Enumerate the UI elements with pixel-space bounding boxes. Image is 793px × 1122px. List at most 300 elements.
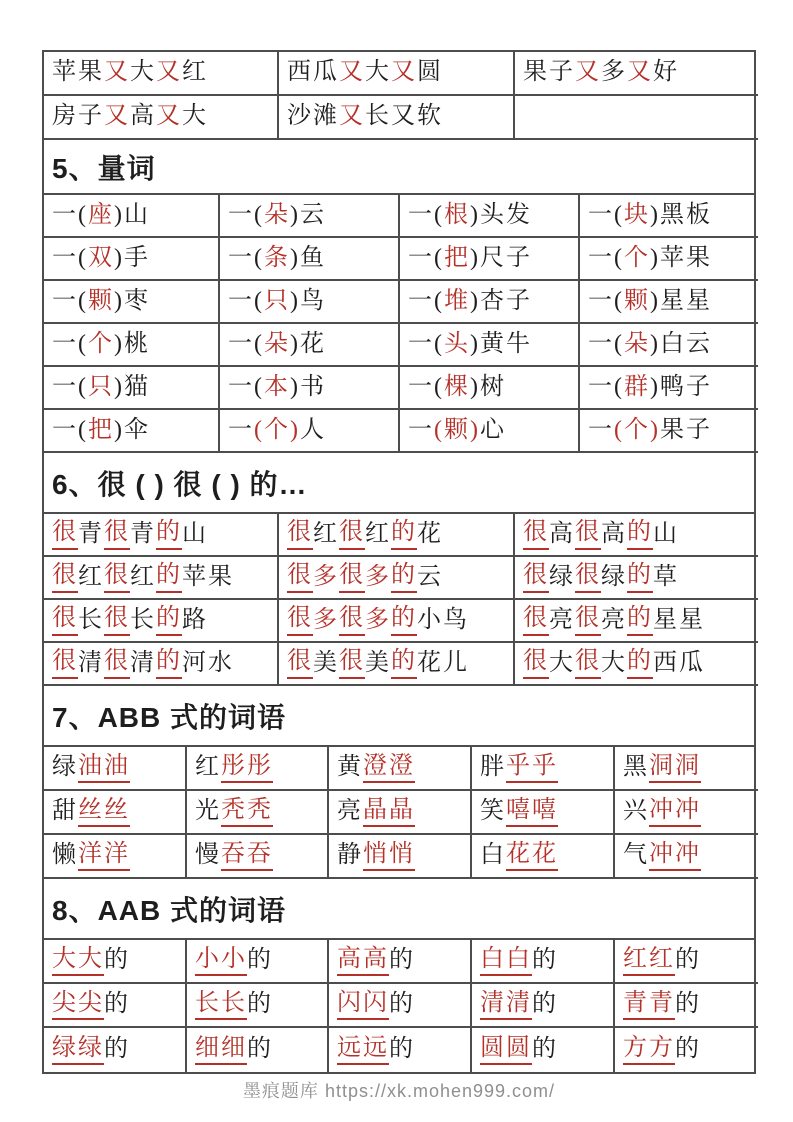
table-row	[44, 324, 754, 367]
table-cell	[329, 747, 472, 791]
black-text: 红	[365, 520, 391, 547]
red-highlight-text: 很	[287, 562, 313, 593]
black-text: 绿	[549, 563, 575, 590]
table-cell	[329, 940, 472, 984]
table-cell	[279, 557, 515, 600]
black-text: 西瓜	[653, 649, 705, 676]
section-7-title: 7、ABB 式的词语	[52, 701, 287, 733]
red-highlight-text: 的	[156, 519, 182, 550]
black-text: 一(	[52, 330, 88, 357]
black-text: 花儿	[417, 649, 469, 676]
red-highlight-text: 很	[287, 605, 313, 636]
red-highlight-text: 把	[444, 244, 470, 271]
black-text: 亮	[549, 606, 575, 633]
black-text: 黑	[623, 754, 649, 781]
black-text: 的	[675, 947, 701, 974]
red-highlight-text: 很	[52, 562, 78, 593]
black-text: 的	[104, 947, 130, 974]
table-cell	[515, 600, 758, 643]
red-highlight-text: 洞洞	[649, 753, 701, 784]
black-text: 美	[313, 649, 339, 676]
red-highlight-text: 朵	[264, 330, 290, 357]
red-highlight-text: 圆圆	[480, 1035, 532, 1066]
red-highlight-text: 尖尖	[52, 990, 104, 1021]
black-text: 一(	[228, 201, 264, 228]
table-row	[44, 1028, 754, 1072]
black-text: 绿	[52, 754, 78, 781]
section-5-title: 5、量词	[52, 152, 156, 184]
table-cell	[220, 195, 400, 238]
black-text: 山	[182, 520, 208, 547]
table-cell	[279, 96, 515, 140]
red-highlight-text: 很	[287, 648, 313, 679]
black-text: 一	[408, 416, 434, 443]
red-highlight-text: 吞吞	[221, 841, 273, 872]
black-text: 绿	[601, 563, 627, 590]
red-highlight-text: 个	[88, 330, 114, 357]
table-cell	[44, 324, 220, 367]
black-text: )树	[470, 373, 506, 400]
red-highlight-text: 又	[575, 59, 601, 86]
table-cell	[580, 324, 758, 367]
black-text: )枣	[114, 287, 150, 314]
table-row	[44, 195, 754, 238]
section-7-heading	[44, 686, 754, 747]
you-phrases-table	[44, 52, 754, 140]
red-highlight-text: 高高	[337, 946, 389, 977]
red-highlight-text: 的	[627, 519, 653, 550]
black-text: 沙滩	[287, 103, 339, 130]
red-highlight-text: 的	[156, 648, 182, 679]
black-text: 好	[653, 59, 679, 86]
red-highlight-text: 群	[624, 373, 650, 400]
table-cell	[279, 52, 515, 96]
black-text: 一(	[52, 287, 88, 314]
table-cell	[279, 514, 515, 557]
black-text: 大	[182, 103, 208, 130]
red-highlight-text: 红红	[623, 946, 675, 977]
black-text: )书	[290, 373, 326, 400]
red-highlight-text: 只	[88, 373, 114, 400]
red-highlight-text: 又	[156, 59, 182, 86]
black-text: 长	[130, 606, 156, 633]
red-highlight-text: 朵	[264, 201, 290, 228]
black-text: 云	[417, 563, 443, 590]
black-text: )黑板	[650, 201, 712, 228]
red-highlight-text: 花花	[506, 841, 558, 872]
black-text: )手	[114, 244, 150, 271]
red-highlight-text: 很	[287, 519, 313, 550]
black-text: 一(	[588, 373, 624, 400]
black-text: 西瓜	[287, 59, 339, 86]
black-text: 大	[549, 649, 575, 676]
black-text: 清	[130, 649, 156, 676]
table-cell	[44, 940, 187, 984]
red-highlight-text: 很	[575, 605, 601, 636]
red-highlight-text: 彤彤	[221, 753, 273, 784]
black-text: 慢	[195, 842, 221, 869]
black-text: 气	[623, 842, 649, 869]
red-highlight-text: 多	[365, 563, 391, 590]
black-text: 果子	[659, 416, 712, 443]
black-text: 清	[78, 649, 104, 676]
black-text: 的	[247, 947, 273, 974]
table-cell	[44, 1028, 187, 1072]
red-highlight-text: (个)	[254, 416, 300, 443]
black-text: )桃	[114, 330, 150, 357]
table-cell	[400, 410, 580, 453]
red-highlight-text: 细细	[195, 1035, 247, 1066]
red-highlight-text: 颗	[624, 287, 650, 314]
red-highlight-text: 洋洋	[78, 841, 130, 872]
black-text: 的	[389, 991, 415, 1018]
red-highlight-text: 多	[313, 606, 339, 633]
black-text: 一(	[52, 373, 88, 400]
table-cell	[615, 791, 758, 835]
table-cell	[615, 984, 758, 1028]
black-text: 的	[532, 947, 558, 974]
black-text: 圆	[417, 59, 443, 86]
table-cell	[472, 940, 615, 984]
red-highlight-text: 很	[52, 519, 78, 550]
red-highlight-text: 的	[391, 648, 417, 679]
table-cell	[44, 96, 279, 140]
black-text: )头发	[470, 201, 532, 228]
black-text: 白	[480, 842, 506, 869]
red-highlight-text: 又	[391, 59, 417, 86]
measure-words-table	[44, 195, 754, 453]
table-cell	[580, 410, 758, 453]
black-text: 长	[78, 606, 104, 633]
table-cell	[472, 791, 615, 835]
table-row	[44, 835, 754, 879]
table-cell	[220, 410, 400, 453]
red-highlight-text: 很	[339, 648, 365, 679]
black-text: )山	[114, 201, 150, 228]
table-cell	[44, 747, 187, 791]
table-cell	[515, 514, 758, 557]
black-text: 的	[675, 991, 701, 1018]
black-text: 黄	[337, 754, 363, 781]
table-cell	[329, 835, 472, 879]
black-text: 一(	[228, 330, 264, 357]
abb-words-table	[44, 747, 754, 879]
red-highlight-text: 座	[88, 201, 114, 228]
table-cell	[279, 643, 515, 686]
black-text: 高	[549, 520, 575, 547]
black-text: 一(	[52, 416, 88, 443]
red-highlight-text: 远远	[337, 1035, 389, 1066]
worksheet-table	[42, 50, 756, 1074]
table-cell	[400, 195, 580, 238]
table-cell	[220, 238, 400, 281]
black-text: )鸟	[290, 287, 326, 314]
table-cell	[220, 281, 400, 324]
red-highlight-text: 白白	[480, 946, 532, 977]
black-text: 的	[104, 991, 130, 1018]
red-highlight-text: 悄悄	[363, 841, 415, 872]
red-highlight-text: 很	[339, 519, 365, 550]
red-highlight-text: 的	[391, 519, 417, 550]
table-cell	[187, 791, 329, 835]
black-text: )尺子	[470, 244, 532, 271]
red-highlight-text: 的	[391, 605, 417, 636]
table-cell	[187, 984, 329, 1028]
red-highlight-text: 很	[339, 562, 365, 593]
red-highlight-text: 棵	[444, 373, 470, 400]
table-cell	[44, 557, 279, 600]
black-text: 一	[228, 416, 254, 443]
red-highlight-text: 很	[52, 648, 78, 679]
red-highlight-text: 很	[575, 648, 601, 679]
red-highlight-text: 澄澄	[363, 753, 415, 784]
table-cell	[329, 791, 472, 835]
red-highlight-text: 丝丝	[78, 797, 130, 828]
black-text: 多	[601, 59, 627, 86]
section-6-title: 6、很 ( ) 很 ( ) 的…	[52, 468, 308, 500]
red-highlight-text: 多	[365, 606, 391, 633]
aab-words-table	[44, 940, 754, 1072]
table-row	[44, 557, 754, 600]
red-highlight-text: 只	[264, 287, 290, 314]
black-text: 红	[313, 520, 339, 547]
red-highlight-text: 晶晶	[363, 797, 415, 828]
red-highlight-text: 绿绿	[52, 1035, 104, 1066]
red-highlight-text: 很	[339, 605, 365, 636]
red-highlight-text: 很	[104, 519, 130, 550]
black-text: 大	[601, 649, 627, 676]
black-text: 果子	[523, 59, 575, 86]
table-row	[44, 238, 754, 281]
red-highlight-text: (颗)	[434, 416, 480, 443]
table-cell	[44, 52, 279, 96]
black-text: 一(	[228, 373, 264, 400]
red-highlight-text: 条	[264, 244, 290, 271]
black-text: 一(	[52, 201, 88, 228]
red-highlight-text: 秃秃	[221, 797, 273, 828]
section-8-heading	[44, 879, 754, 940]
black-text: )杏子	[470, 287, 532, 314]
black-text: 胖	[480, 754, 506, 781]
red-highlight-text: 很	[104, 605, 130, 636]
red-highlight-text: 青青	[623, 990, 675, 1021]
table-cell	[44, 281, 220, 324]
section-6-heading	[44, 453, 754, 514]
red-highlight-text: 油油	[78, 753, 130, 784]
table-cell	[220, 367, 400, 410]
black-text: )鱼	[290, 244, 326, 271]
black-text: )白云	[650, 330, 712, 357]
black-text: 河水	[182, 649, 234, 676]
red-highlight-text: 很	[523, 648, 549, 679]
black-text: )黄牛	[470, 330, 532, 357]
black-text: 美	[365, 649, 391, 676]
table-cell	[400, 281, 580, 324]
black-text: 小鸟	[417, 606, 469, 633]
red-highlight-text: 很	[523, 562, 549, 593]
table-cell	[615, 747, 758, 791]
black-text: )伞	[114, 416, 150, 443]
red-highlight-text: 又	[339, 59, 365, 86]
black-text: 亮	[601, 606, 627, 633]
red-highlight-text: 个	[624, 244, 650, 271]
black-text: 的	[247, 1036, 273, 1063]
red-highlight-text: 根	[444, 201, 470, 228]
red-highlight-text: 很	[575, 519, 601, 550]
black-text: )花	[290, 330, 326, 357]
table-cell	[220, 324, 400, 367]
black-text: )云	[290, 201, 326, 228]
red-highlight-text: 又	[104, 59, 130, 86]
black-text: 一(	[408, 244, 444, 271]
table-row	[44, 410, 754, 453]
table-cell	[515, 96, 758, 140]
black-text: )鸭子	[650, 373, 712, 400]
black-text: 大	[130, 59, 156, 86]
red-highlight-text: 把	[88, 416, 114, 443]
black-text: 的	[532, 991, 558, 1018]
table-cell	[44, 195, 220, 238]
table-cell	[615, 835, 758, 879]
black-text: 一(	[228, 287, 264, 314]
table-cell	[187, 747, 329, 791]
table-row	[44, 643, 754, 686]
black-text: 的	[532, 1036, 558, 1063]
black-text: 花	[417, 520, 443, 547]
black-text: 一(	[588, 201, 624, 228]
table-cell	[44, 791, 187, 835]
black-text: 一(	[52, 244, 88, 271]
black-text: 长又软	[365, 103, 443, 130]
table-cell	[187, 835, 329, 879]
table-cell	[329, 984, 472, 1028]
black-text: 路	[182, 606, 208, 633]
red-highlight-text: (个)	[614, 416, 660, 443]
black-text: )猫	[114, 373, 150, 400]
black-text: 红	[130, 563, 156, 590]
black-text: 的	[675, 1036, 701, 1063]
red-highlight-text: 大大	[52, 946, 104, 977]
black-text: 兴	[623, 798, 649, 825]
table-cell	[472, 984, 615, 1028]
red-highlight-text: 很	[575, 562, 601, 593]
table-cell	[400, 238, 580, 281]
red-highlight-text: 又	[156, 103, 182, 130]
table-cell	[44, 238, 220, 281]
table-cell	[580, 238, 758, 281]
table-cell	[44, 367, 220, 410]
red-highlight-text: 方方	[623, 1035, 675, 1066]
table-row	[44, 52, 754, 96]
red-highlight-text: 的	[156, 562, 182, 593]
red-highlight-text: 堆	[444, 287, 470, 314]
black-text: 一(	[408, 201, 444, 228]
red-highlight-text: 头	[444, 330, 470, 357]
black-text: 高	[130, 103, 156, 130]
table-row	[44, 367, 754, 410]
black-text: 草	[653, 563, 679, 590]
table-row	[44, 281, 754, 324]
table-cell	[44, 514, 279, 557]
black-text: 星星	[653, 606, 705, 633]
black-text: 一(	[588, 330, 624, 357]
red-highlight-text: 又	[627, 59, 653, 86]
table-cell	[400, 324, 580, 367]
red-highlight-text: 颗	[88, 287, 114, 314]
table-cell	[580, 367, 758, 410]
red-highlight-text: 很	[104, 648, 130, 679]
table-row	[44, 984, 754, 1028]
black-text: 笑	[480, 798, 506, 825]
table-cell	[580, 281, 758, 324]
black-text: 青	[130, 520, 156, 547]
black-text: 红	[182, 59, 208, 86]
black-text: 一(	[588, 287, 624, 314]
table-cell	[44, 835, 187, 879]
red-highlight-text: 的	[627, 562, 653, 593]
black-text: 苹果	[182, 563, 234, 590]
black-text: 人	[299, 416, 326, 443]
table-row	[44, 940, 754, 984]
black-text: 红	[195, 754, 221, 781]
red-highlight-text: 又	[104, 103, 130, 130]
black-text: )苹果	[650, 244, 712, 271]
table-row	[44, 96, 754, 140]
black-text: 房子	[52, 103, 104, 130]
table-row	[44, 791, 754, 835]
black-text: 一(	[408, 287, 444, 314]
section-5-heading	[44, 140, 754, 195]
table-cell	[472, 835, 615, 879]
red-highlight-text: 块	[624, 201, 650, 228]
red-highlight-text: 本	[264, 373, 290, 400]
table-cell	[515, 52, 758, 96]
red-highlight-text: 很	[523, 519, 549, 550]
black-text: 一(	[588, 244, 624, 271]
table-cell	[187, 1028, 329, 1072]
black-text: 一(	[228, 244, 264, 271]
black-text: 一	[588, 416, 614, 443]
table-cell	[400, 367, 580, 410]
black-text: 高	[601, 520, 627, 547]
red-highlight-text: 的	[391, 562, 417, 593]
red-highlight-text: 冲冲	[649, 797, 701, 828]
black-text: 一(	[408, 373, 444, 400]
hen-phrases-table	[44, 514, 754, 686]
red-highlight-text: 又	[339, 103, 365, 130]
black-text: 懒	[52, 842, 78, 869]
red-highlight-text: 小小	[195, 946, 247, 977]
red-highlight-text: 多	[313, 563, 339, 590]
black-text: 光	[195, 798, 221, 825]
table-cell	[472, 747, 615, 791]
table-cell	[279, 600, 515, 643]
table-cell	[472, 1028, 615, 1072]
black-text: 苹果	[52, 59, 104, 86]
red-highlight-text: 的	[156, 605, 182, 636]
black-text: 山	[653, 520, 679, 547]
black-text: 红	[78, 563, 104, 590]
red-highlight-text: 冲冲	[649, 841, 701, 872]
red-highlight-text: 很	[104, 562, 130, 593]
table-cell	[515, 557, 758, 600]
red-highlight-text: 双	[88, 244, 114, 271]
black-text: 青	[78, 520, 104, 547]
red-highlight-text: 朵	[624, 330, 650, 357]
table-cell	[329, 1028, 472, 1072]
red-highlight-text: 乎乎	[506, 753, 558, 784]
table-cell	[515, 643, 758, 686]
